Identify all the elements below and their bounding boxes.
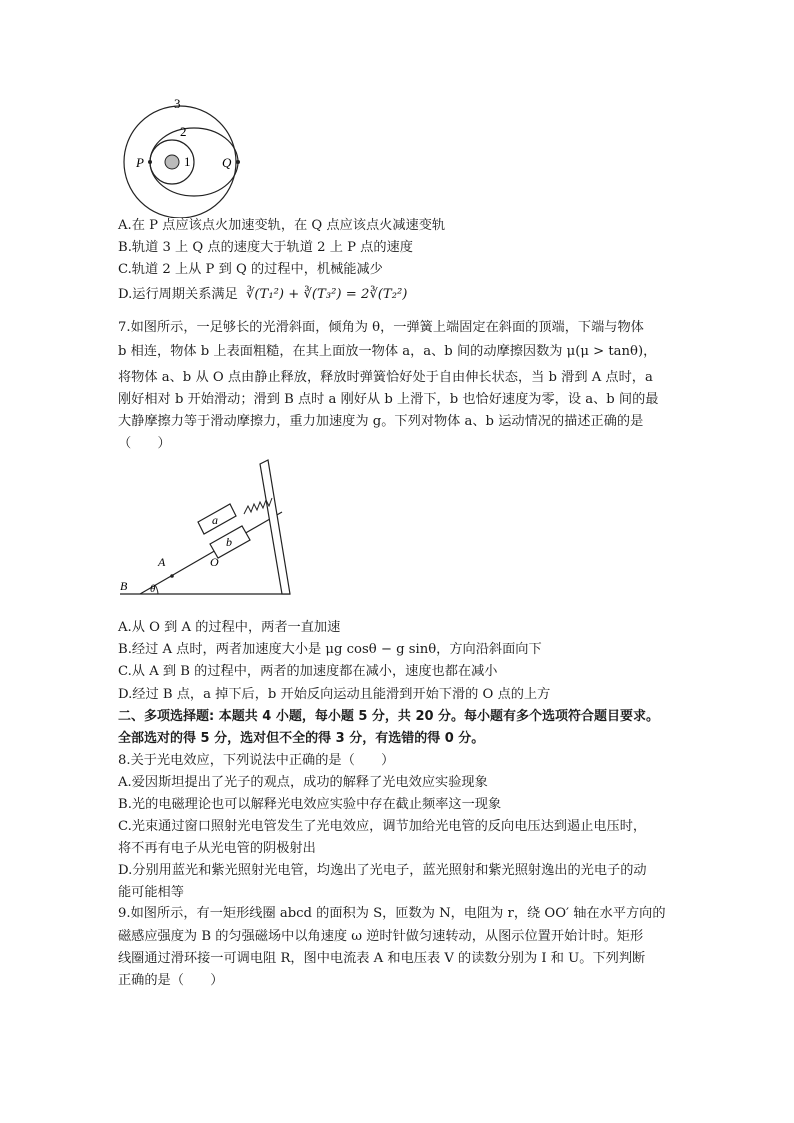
point-q-dot	[236, 160, 240, 164]
q9-stem-line-3: 线圈通过滑环接一可调电阻 R，图中电流表 A 和电压表 V 的读数分别为 I 和 U。下列判断	[118, 951, 646, 966]
q7-stem-line-6: （ ）	[118, 436, 171, 451]
q7-stem-line-4: 刚好相对 b 开始滑动；滑到 B 点时 a 刚好从 b 上滑下，b 也恰好速度为零，设 a、b 间的最	[118, 392, 659, 407]
q6-option-b: B.轨道 3 上 Q 点的速度大于轨道 2 上 P 点的速度	[118, 240, 413, 255]
q8-option-d-line-1: D.分别用蓝光和紫光照射光电管，均逸出了光电子，蓝光照射和紫光照射逸出的光电子的动	[118, 863, 647, 878]
point-a-dot	[170, 574, 174, 578]
angle-theta-label: θ	[150, 583, 156, 595]
q7-option-b: B.经过 A 点时，两者加速度大小是 μg cosθ − g sinθ，方向沿斜面向下	[118, 642, 542, 657]
orbit-3-label: 3	[174, 96, 181, 111]
section2-header-line-2: 全部选对的得 5 分，选对但不全的得 3 分，有选错的得 0 分。	[118, 731, 485, 746]
block-a-label: a	[212, 513, 218, 527]
q7-stem-line-1: 7.如图所示，一足够长的光滑斜面，倾角为 θ，一弹簧上端固定在斜面的顶端，下端与物体	[118, 320, 644, 335]
orbit-1-label: 1	[184, 154, 191, 169]
q6-option-a: A.在 P 点应该点火加速变轨，在 Q 点应该点火减速变轨	[118, 218, 446, 233]
point-b-label: B	[120, 579, 128, 593]
q9-stem-line-1: 9.如图所示，有一矩形线圈 abcd 的面积为 S，匝数为 N，电阻为 r，绕 OO′ 轴在水平方向的	[118, 906, 666, 921]
point-o-label: O	[210, 555, 219, 569]
q7-option-c: C.从 A 到 B 的过程中，两者的加速度都在减小，速度也都在减小	[118, 664, 498, 679]
section2-header-line-1: 二、多项选择题: 本题共 4 小题，每小题 5 分，共 20 分。每小题有多个选项符合题目要求。	[118, 709, 660, 724]
q7-stem-line-3: 将物体 a、b 从 O 点由静止释放，释放时弹簧恰好处于自由伸长状态，当 b 滑到 A 点时，a	[118, 370, 653, 385]
q8-option-d-line-2: 能可能相等	[118, 885, 184, 900]
q8-option-c-line-2: 将不再有电子从光电管的阴极射出	[118, 841, 316, 856]
q7-option-a: A.从 O 到 A 的过程中，两者一直加速	[118, 620, 341, 635]
incline-figure	[118, 454, 298, 602]
q9-stem-line-2: 磁感应强度为 B 的匀强磁场中以角速度 ω 逆时针做匀速转动，从图示位置开始计时。矩形	[118, 929, 644, 944]
wall-post	[260, 460, 290, 594]
point-q-label: Q	[222, 155, 232, 170]
q8-option-c-line-1: C.光束通过窗口照射光电管发生了光电效应，调节加给光电管的反向电压达到遏止电压时，	[118, 819, 647, 834]
point-a-label: A	[158, 555, 166, 569]
planet-core	[165, 155, 179, 169]
q9-stem-line-4: 正确的是（ ）	[118, 973, 224, 988]
q7-stem-line-5: 大静摩擦力等于滑动摩擦力，重力加速度为 g。下列对物体 a、b 运动情况的描述正确的是	[118, 414, 644, 429]
q8-option-b: B.光的电磁理论也可以解释光电效应实验中存在截止频率这一现象	[118, 797, 502, 812]
point-p-label: P	[136, 155, 144, 170]
q6-option-d-prefix: D.运行周期关系满足	[118, 287, 238, 302]
orbit-2-label: 2	[180, 124, 187, 139]
q6-option-d-formula: ∛(T₁²) + ∛(T₃²) = 2∛(T₂²)	[246, 287, 408, 302]
angle-arc	[155, 585, 158, 594]
orbit-figure	[118, 96, 248, 218]
q8-option-a: A.爱因斯坦提出了光子的观点，成功的解释了光电效应实验现象	[118, 775, 488, 790]
q7-stem-line-2: b 相连，物体 b 上表面粗糙，在其上面放一物体 a，a、b 间的动摩擦因数为 μ(μ > tanθ)，	[118, 344, 657, 359]
q6-option-c: C.轨道 2 上从 P 到 Q 的过程中，机械能减少	[118, 262, 383, 277]
q7-option-d: D.经过 B 点，a 掉下后，b 开始反向运动且能滑到开始下滑的 O 点的上方	[118, 687, 551, 702]
point-p-dot	[148, 160, 152, 164]
block-b-label: b	[226, 535, 232, 549]
q8-stem: 8.关于光电效应，下列说法中正确的是（ ）	[118, 753, 395, 768]
q6-option-d	[118, 284, 407, 306]
